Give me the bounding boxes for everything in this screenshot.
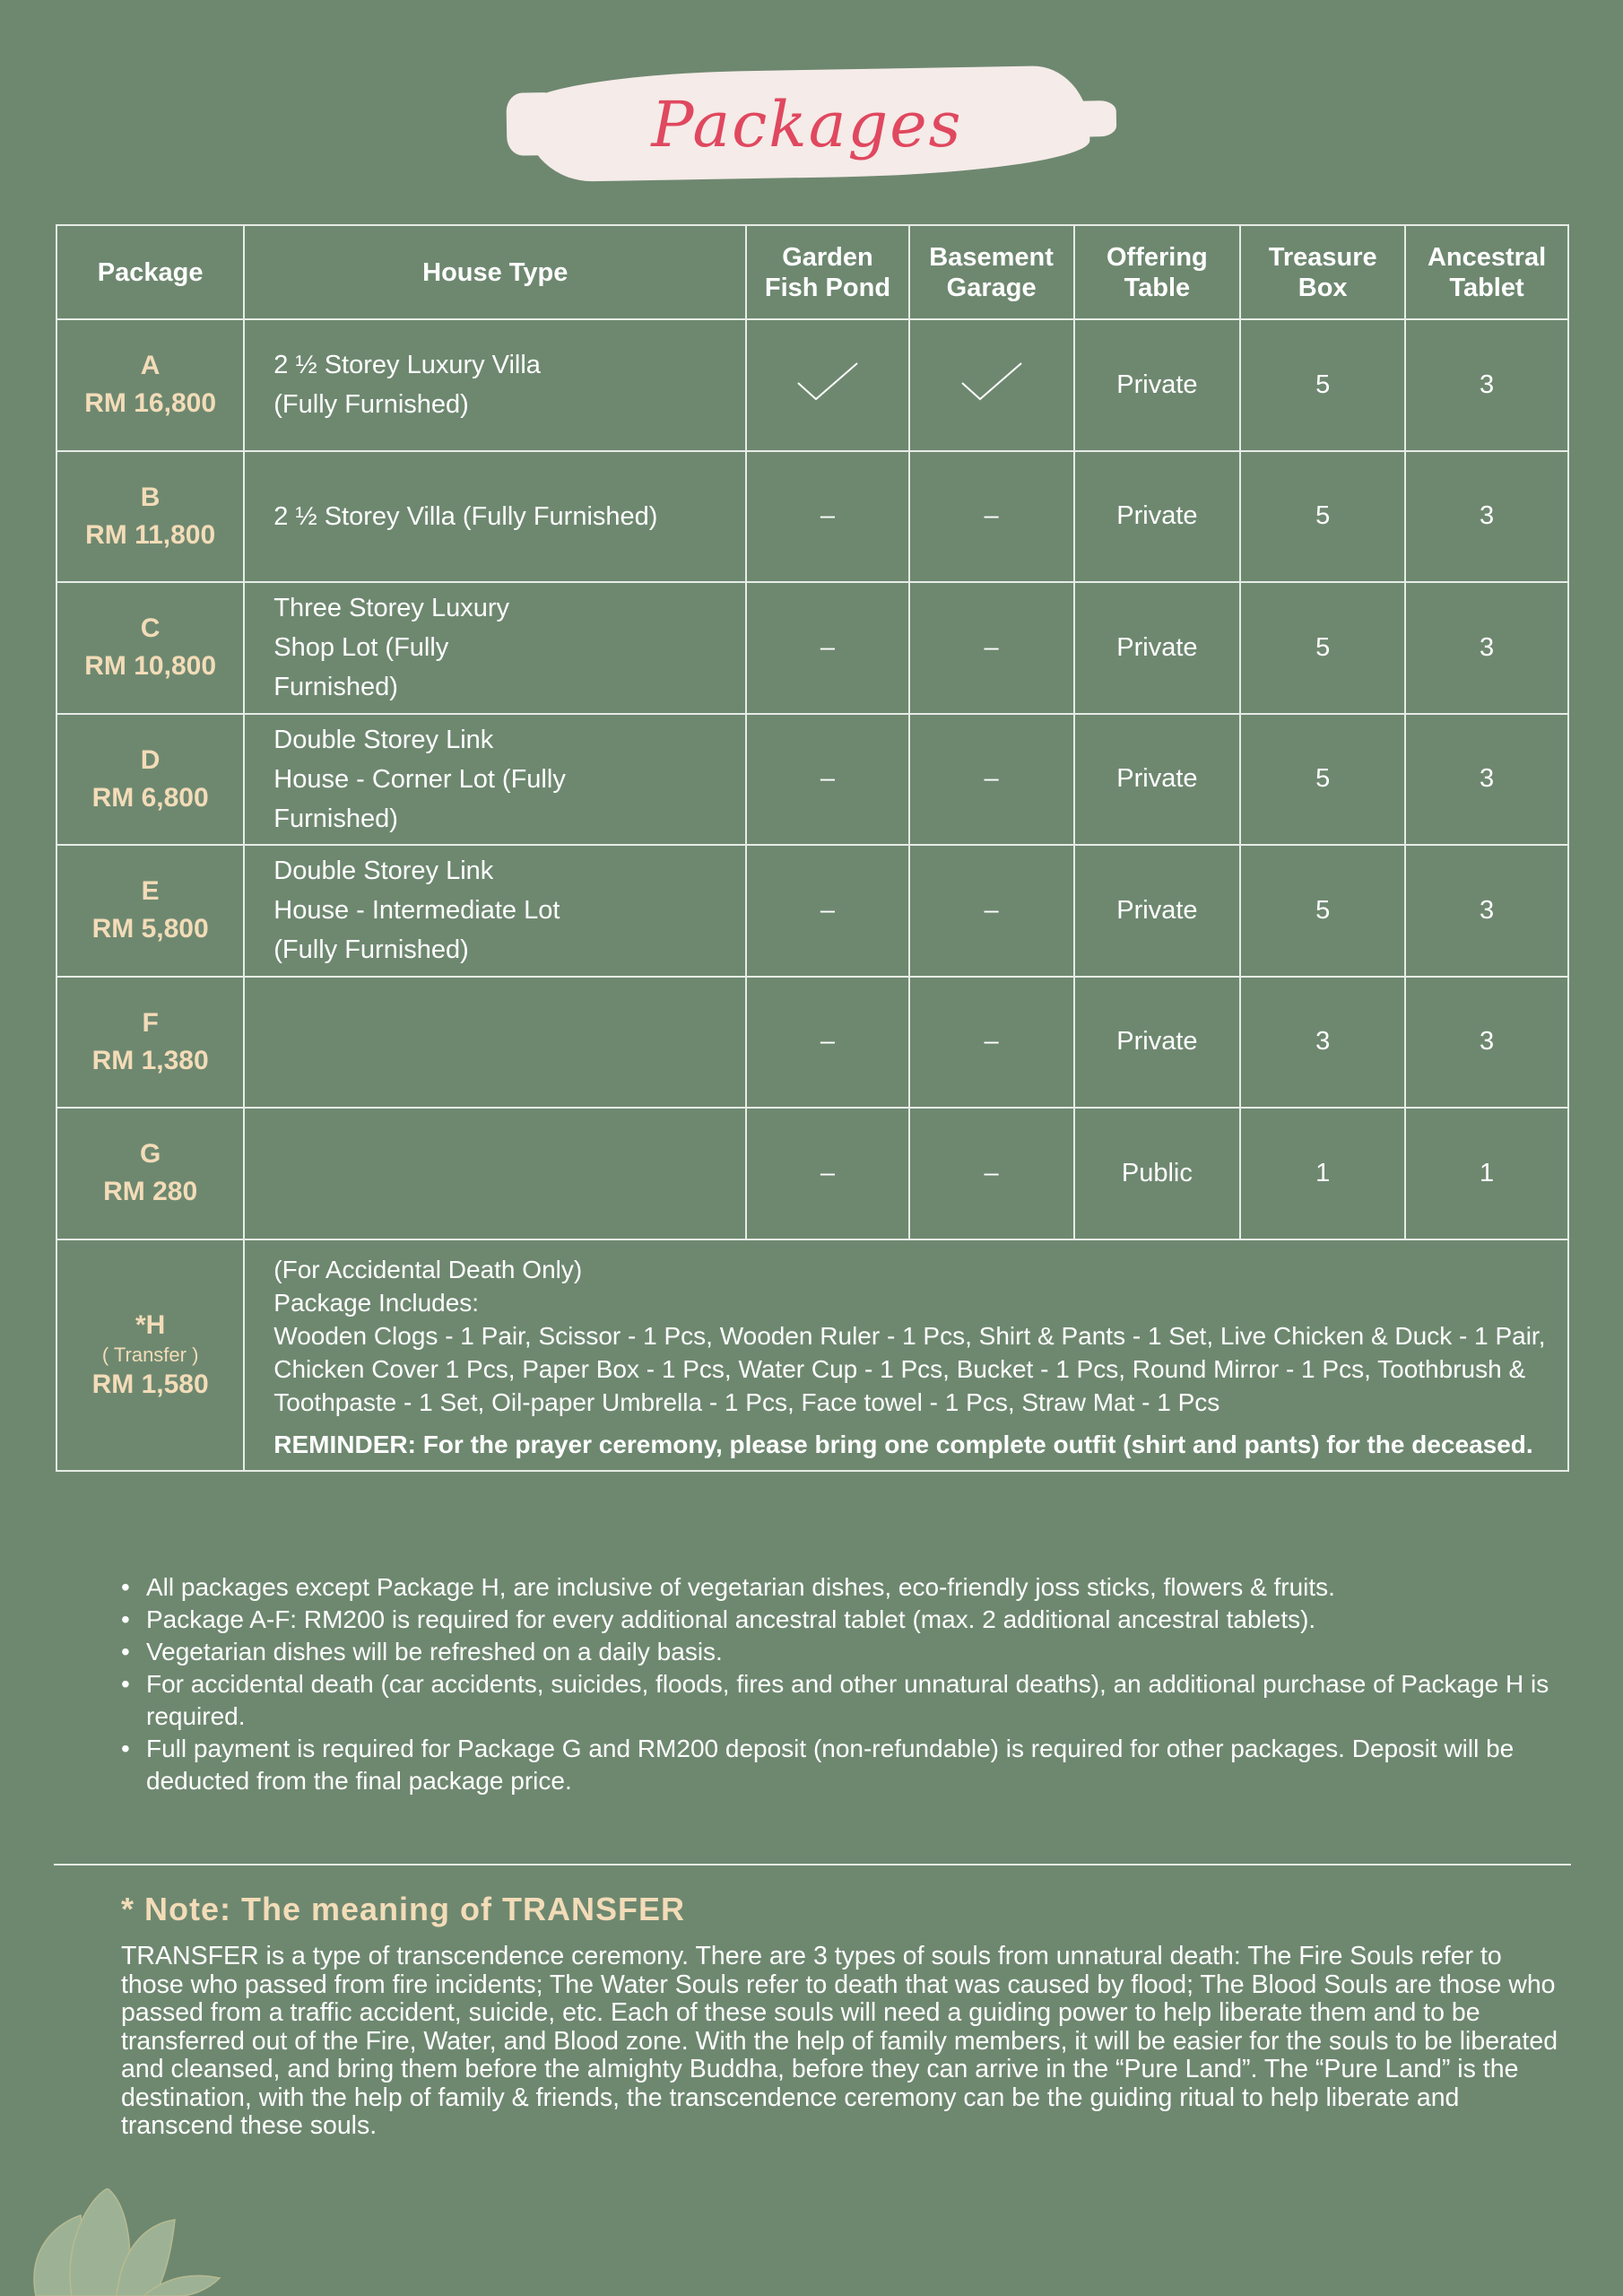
treasure-value: 5	[1315, 764, 1331, 794]
treasure-value: 5	[1315, 370, 1331, 399]
term-item: • All packages except Package H, are inclusive of vegetarian dishes, eco-friendly joss sticks, flowers & fruits.	[121, 1571, 1574, 1604]
offering-table-cell	[1074, 714, 1241, 846]
header-basement-garage: Basement Garage	[909, 225, 1074, 319]
pond-value: –	[820, 1027, 836, 1057]
treasure-box-cell	[1240, 714, 1405, 846]
package-letter: B	[140, 482, 161, 512]
h-items: Wooden Clogs - 1 Pair, Scissor - 1 Pcs, Wooden Ruler - 1 Pcs, Shirt & Pants - 1 Set, Live Chicken & Duck - 1 Pair, Chicken Cover 1 Pcs, Paper Box - 1 Pcs, Water Cup - 1 Pcs, Bucket - 1 Pcs, Round Mirror - 1 Pcs, Toothbrush & Toothpaste - 1 Set, Oil-paper Umbrella - 1 Pcs, Face towel - 1 Pcs, Straw Mat - 1 Pcs	[273, 1321, 1546, 1416]
h-condition: (For Accidental Death Only)	[273, 1255, 583, 1283]
garage-value: –	[984, 764, 999, 794]
basement-garage-cell	[909, 582, 1074, 714]
house-type-cell	[244, 582, 746, 714]
ancestral-tablet-cell	[1405, 714, 1568, 846]
package-price: RM 280	[103, 1177, 198, 1207]
garden-fish-pond-cell	[746, 451, 909, 583]
table-row-g	[56, 1108, 1568, 1239]
package-price: RM 11,800	[85, 519, 216, 550]
offering-value: Private	[1116, 632, 1198, 662]
ancestral-tablet-cell	[1405, 319, 1568, 451]
house-type: Three Storey Luxury Shop Lot (Fully Furnished)	[273, 594, 509, 702]
table-row-a	[56, 319, 1568, 451]
garden-fish-pond-cell	[746, 1108, 909, 1239]
treasure-value: 3	[1315, 1027, 1331, 1057]
treasure-box-cell	[1240, 319, 1405, 451]
house-type-cell	[244, 714, 746, 846]
treasure-value: 5	[1315, 632, 1331, 662]
package-h-details	[244, 1239, 1568, 1471]
pond-value: –	[820, 632, 836, 662]
package-letter: D	[140, 744, 161, 775]
h-includes-label: Package Includes:	[273, 1288, 480, 1317]
package-price: RM 1,580	[91, 1369, 209, 1399]
header-ancestral-tablet: Ancestral Tablet	[1405, 225, 1568, 319]
table-row-f	[56, 977, 1568, 1109]
table-row-d	[56, 714, 1568, 846]
ancestral-tablet-cell	[1405, 582, 1568, 714]
basement-garage-cell	[909, 714, 1074, 846]
package-price: RM 16,800	[84, 388, 216, 419]
ancestral-tablet-cell	[1405, 451, 1568, 583]
term-item: • Package A-F: RM200 is required for every additional ancestral tablet (max. 2 additional ancestral tablets).	[121, 1604, 1574, 1636]
treasure-box-cell	[1240, 977, 1405, 1109]
header-house-type: House Type	[244, 225, 746, 319]
table-row-b	[56, 451, 1568, 583]
garden-fish-pond-cell	[746, 977, 909, 1109]
checkmark-icon	[796, 361, 859, 401]
garage-value: –	[984, 501, 999, 531]
house-type-cell	[244, 1108, 746, 1239]
package-letter: E	[141, 876, 160, 907]
pond-value: –	[820, 764, 836, 794]
package-cell	[56, 451, 244, 583]
table-row-h	[56, 1239, 1568, 1471]
package-cell	[56, 1239, 244, 1471]
treasure-box-cell	[1240, 1108, 1405, 1239]
offering-value: Private	[1116, 764, 1198, 794]
treasure-box-cell	[1240, 845, 1405, 977]
tablet-value: 3	[1479, 895, 1495, 925]
header-package: Package	[56, 225, 244, 319]
lotus-decoration-icon	[18, 2188, 233, 2296]
house-type: 2 ½ Storey Luxury Villa (Fully Furnished)	[273, 351, 541, 420]
package-letter: C	[140, 613, 161, 644]
offering-value: Private	[1116, 895, 1198, 925]
garage-value: –	[984, 632, 999, 662]
package-cell	[56, 319, 244, 451]
package-cell	[56, 1108, 244, 1239]
treasure-box-cell	[1240, 582, 1405, 714]
offering-table-cell	[1074, 845, 1241, 977]
offering-value: Public	[1121, 1158, 1193, 1187]
package-cell	[56, 582, 244, 714]
tablet-value: 3	[1479, 370, 1495, 399]
garden-fish-pond-cell	[746, 582, 909, 714]
house-type-cell	[244, 845, 746, 977]
basement-garage-cell	[909, 451, 1074, 583]
tablet-value: 3	[1479, 501, 1495, 531]
pond-value: –	[820, 1158, 836, 1187]
garage-value: –	[984, 1158, 999, 1187]
offering-value: Private	[1116, 1027, 1198, 1057]
package-subtitle: ( Transfer )	[101, 1343, 199, 1366]
package-cell	[56, 977, 244, 1109]
basement-garage-cell	[909, 845, 1074, 977]
ancestral-tablet-cell	[1405, 1108, 1568, 1239]
note-heading: * Note: The meaning of TRANSFER	[121, 1891, 686, 1927]
packages-table	[56, 224, 1569, 1472]
table-row-e	[56, 845, 1568, 977]
pond-value: –	[820, 501, 836, 531]
ancestral-tablet-cell	[1405, 845, 1568, 977]
term-item: • For accidental death (car accidents, suicides, floods, fires and other unnatural deaths), an additional purchase of Package H is required.	[121, 1668, 1574, 1733]
treasure-value: 5	[1315, 501, 1331, 531]
table-header	[56, 225, 1568, 319]
note-text: TRANSFER is a type of transcendence ceremony. There are 3 types of souls from unnatural death: The Fire Souls refer to those who passed from fire incidents; The Water Souls refer to death that was caused by flood; The Blood Souls are those who passed from a traffic accident, suicide, etc. Each of these souls will need a guiding power to help liberate them and to be transferred out of the Fire, Water, and Blood zone. With the help of family members, it will be easier for the souls to be liberated and cleansed, and bring them before the almighty Buddha, before they can arrive in the “Pure Land”. The “Pure Land” is the destination, with the help of family & friends, the transcendence ceremony can be the guiding ritual to help liberate and transcend these souls.	[121, 1942, 1558, 2140]
offering-value: Private	[1116, 370, 1198, 399]
tablet-value: 1	[1479, 1158, 1495, 1187]
package-price: RM 5,800	[91, 914, 209, 944]
package-letter: F	[142, 1007, 159, 1038]
garden-fish-pond-cell	[746, 845, 909, 977]
treasure-value: 1	[1315, 1158, 1331, 1187]
table-row-c	[56, 582, 1568, 714]
house-type: Double Storey Link House - Intermediate Lot (Fully Furnished)	[273, 857, 560, 965]
ancestral-tablet-cell	[1405, 977, 1568, 1109]
offering-table-cell	[1074, 319, 1241, 451]
treasure-box-cell	[1240, 451, 1405, 583]
offering-table-cell	[1074, 1108, 1241, 1239]
offering-table-cell	[1074, 582, 1241, 714]
tablet-value: 3	[1479, 764, 1495, 794]
package-letter: *H	[135, 1309, 166, 1340]
package-cell	[56, 714, 244, 846]
pond-value: –	[820, 895, 836, 925]
tablet-value: 3	[1479, 632, 1495, 662]
garden-fish-pond-cell	[746, 714, 909, 846]
term-item: • Vegetarian dishes will be refreshed on a daily basis.	[121, 1636, 1574, 1668]
h-reminder: REMINDER: For the prayer ceremony, please bring one complete outfit (shirt and pants) for the deceased.	[273, 1430, 1533, 1458]
house-type: Double Storey Link House - Corner Lot (Fully Furnished)	[273, 725, 566, 833]
basement-garage-cell	[909, 319, 1074, 451]
package-price: RM 1,380	[91, 1045, 209, 1075]
garden-fish-pond-cell	[746, 319, 909, 451]
divider	[54, 1864, 1571, 1866]
term-item: • Full payment is required for Package G and RM200 deposit (non-refundable) is required for other packages. Deposit will be deducted from the final package price.	[121, 1733, 1574, 1797]
basement-garage-cell	[909, 977, 1074, 1109]
garage-value: –	[984, 895, 999, 925]
package-letter: G	[139, 1139, 161, 1170]
house-type-cell	[244, 977, 746, 1109]
checkmark-icon	[960, 361, 1023, 401]
tablet-value: 3	[1479, 1027, 1495, 1057]
house-type-cell	[244, 319, 746, 451]
offering-table-cell	[1074, 977, 1241, 1109]
package-cell	[56, 845, 244, 977]
treasure-value: 5	[1315, 895, 1331, 925]
offering-value: Private	[1116, 501, 1198, 531]
offering-table-cell	[1074, 451, 1241, 583]
header-garden-fish-pond: Garden Fish Pond	[746, 225, 909, 319]
house-type-cell	[244, 451, 746, 583]
basement-garage-cell	[909, 1108, 1074, 1239]
package-price: RM 10,800	[84, 651, 216, 682]
header-treasure-box: Treasure Box	[1240, 225, 1405, 319]
garage-value: –	[984, 1027, 999, 1057]
header-offering-table: Offering Table	[1074, 225, 1241, 319]
package-price: RM 6,800	[91, 782, 209, 813]
terms-list	[121, 1571, 1574, 1797]
page-title: Packages	[651, 88, 963, 161]
package-letter: A	[140, 351, 161, 381]
house-type: 2 ½ Storey Villa (Fully Furnished)	[273, 501, 658, 531]
